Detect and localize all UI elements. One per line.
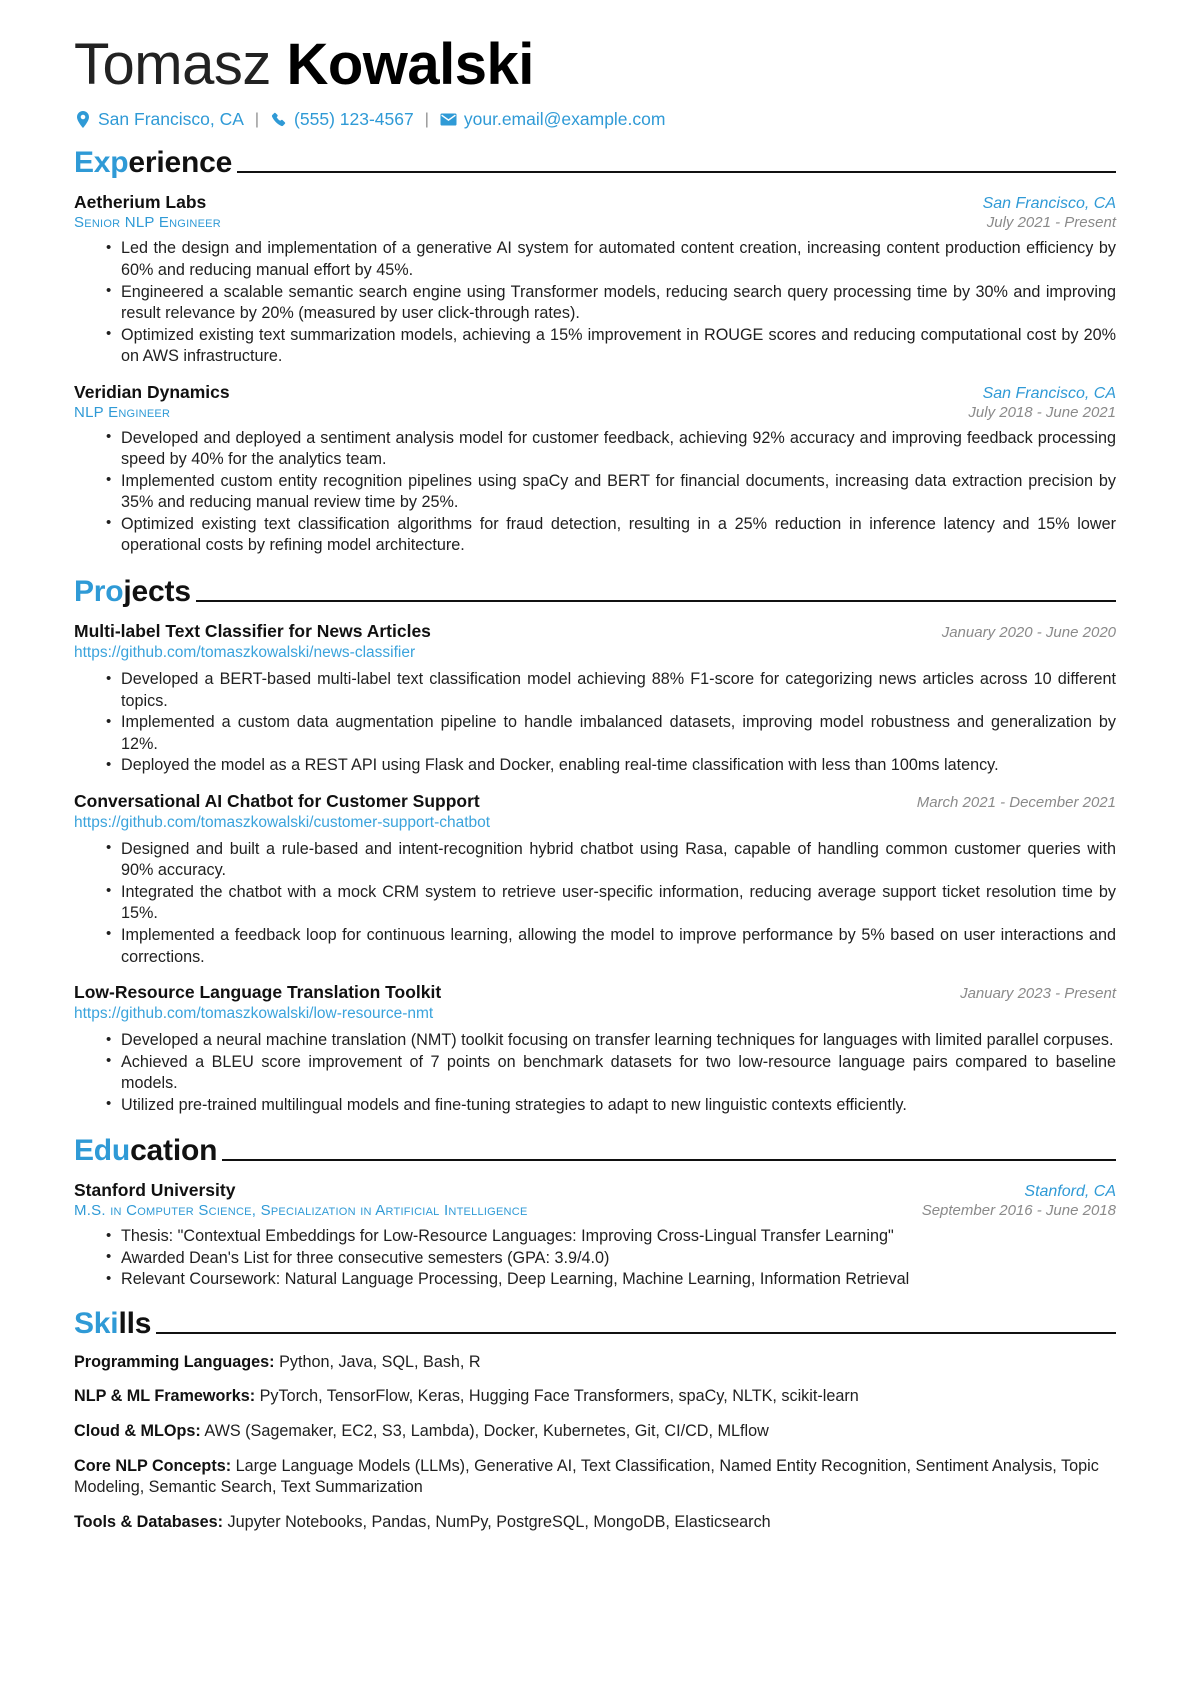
map-pin-icon — [74, 111, 91, 128]
section-title-rest: cation — [130, 1134, 218, 1168]
bullet-item: • Led the design and implementation of a generative AI system for automated content creation, increasing content production efficiency by 60% and reducing manual effort by 45%. — [106, 238, 1116, 281]
section-heading-skills — [74, 1306, 1116, 1340]
skill-row — [74, 1421, 1116, 1443]
contact-separator-1: | — [254, 110, 260, 128]
bullet-item: • Optimized existing text classification algorithms for fraud detection, resulting in a 25% reduction in inference latency and 15% lower operational costs by refining model architecture. — [106, 514, 1116, 557]
project-entry — [74, 621, 1116, 777]
contact-location — [74, 109, 244, 130]
bullet-item: • Developed a neural machine translation (NMT) toolkit focusing on transfer learning techniques for languages with limited parallel corpuses. — [106, 1030, 1116, 1052]
section-education — [74, 1136, 1116, 1291]
degree-title: M.S. in Computer Science, Specialization in Artificial Intelligence — [74, 1202, 528, 1220]
section-title-rest: erience — [128, 146, 233, 180]
employer-name: Veridian Dynamics — [74, 381, 230, 402]
entry-header-row — [74, 192, 1116, 213]
skill-category: NLP & ML Frameworks: — [74, 1387, 256, 1406]
section-title-accent: Pro — [74, 575, 124, 609]
contact-phone[interactable] — [270, 109, 414, 130]
job-title: Senior NLP Engineer — [74, 214, 221, 232]
section-title-rest: lls — [118, 1306, 152, 1340]
bullet-item: • Integrated the chatbot with a mock CRM system to retrieve user-specific information, reducing average support ticket resolution time by 15%. — [106, 882, 1116, 925]
bullet-item: • Designed and built a rule-based and intent-recognition hybrid chatbot using Rasa, capable of handling common customer queries with 90% accuracy. — [106, 839, 1116, 882]
section-title-accent: Edu — [74, 1134, 131, 1168]
contact-email[interactable] — [440, 109, 666, 130]
entry-subheader-row — [74, 213, 1116, 231]
project-entry — [74, 982, 1116, 1116]
bullet-item: • Relevant Coursework: Natural Language Processing, Deep Learning, Machine Learning, Information Retrieval — [106, 1269, 1116, 1291]
section-rule — [237, 171, 1116, 173]
contact-phone-text: (555) 123-4567 — [294, 109, 414, 130]
contact-bar — [74, 109, 1116, 130]
section-skills — [74, 1306, 1116, 1533]
contact-separator-2: | — [424, 110, 429, 128]
skill-row — [74, 1512, 1116, 1534]
section-projects — [74, 577, 1116, 1116]
school-name: Stanford University — [74, 1180, 236, 1201]
project-dates: March 2021 - December 2021 — [916, 793, 1116, 811]
envelope-icon — [440, 111, 457, 128]
skill-values: Jupyter Notebooks, Pandas, NumPy, PostgreSQL, MongoDB, Elasticsearch — [223, 1512, 771, 1531]
skill-category: Cloud & MLOps: — [74, 1421, 201, 1440]
section-heading-education — [74, 1136, 1116, 1166]
entry-header-row — [74, 1180, 1116, 1201]
first-name: Tomasz — [74, 32, 271, 97]
skill-values: Python, Java, SQL, Bash, R — [274, 1352, 481, 1371]
bullet-list — [74, 428, 1116, 557]
bullet-item: • Deployed the model as a REST API using Flask and Docker, enabling real-time classification with less than 100ms latency. — [106, 755, 1116, 777]
project-entry — [74, 791, 1116, 968]
section-experience — [74, 148, 1116, 557]
employer-location: San Francisco, CA — [982, 384, 1116, 402]
section-title-accent: Exp — [74, 146, 129, 180]
school-location: Stanford, CA — [1024, 1183, 1116, 1201]
job-title: NLP Engineer — [74, 403, 171, 421]
entry-subheader-row — [74, 403, 1116, 421]
section-rule — [196, 600, 1116, 602]
bullet-item: • Thesis: "Contextual Embeddings for Low-Resource Languages: Improving Cross-Lingual Transfer Learning" — [106, 1226, 1116, 1248]
project-url[interactable]: https://github.com/tomaszkowalski/customer-support-chatbot — [74, 813, 491, 831]
bullet-list — [74, 1226, 1116, 1291]
entry-header-row — [74, 791, 1116, 812]
project-url[interactable]: https://github.com/tomaszkowalski/low-resource-nmt — [74, 1005, 434, 1023]
page-title — [74, 34, 1116, 95]
section-heading-experience — [74, 148, 1116, 178]
bullet-item: • Implemented custom entity recognition pipelines using spaCy and BERT for financial documents, increasing data extraction precision by 35% and reducing manual review time by 25%. — [106, 471, 1116, 514]
experience-entry — [74, 382, 1116, 557]
project-title: Low-Resource Language Translation Toolkit — [74, 982, 442, 1003]
entry-header-row — [74, 382, 1116, 403]
skill-category: Core NLP Concepts: — [74, 1456, 232, 1475]
bullet-item: • Awarded Dean's List for three consecutive semesters (GPA: 3.9/4.0) — [106, 1248, 1116, 1270]
skill-values: Large Language Models (LLMs), Generative AI, Text Classification, Named Entity Recognition, Sentiment Analysis, Topic Modeling, Semantic Search, Text Summarization — [74, 1456, 1099, 1497]
section-title-skills — [74, 1306, 152, 1340]
project-title: Multi-label Text Classifier for News Articles — [74, 621, 431, 642]
skill-row — [74, 1456, 1116, 1499]
section-title-education — [74, 1136, 217, 1166]
bullet-list — [74, 1030, 1116, 1116]
contact-location-text: San Francisco, CA — [98, 109, 244, 130]
entry-subheader-row — [74, 1201, 1116, 1219]
section-title-rest: jects — [123, 575, 191, 609]
phone-icon — [270, 111, 287, 128]
employment-dates: July 2018 - June 2021 — [968, 403, 1116, 421]
bullet-item: • Developed and deployed a sentiment analysis model for customer feedback, achieving 92% accuracy and improving feedback processing speed by 40% for the analytics team. — [106, 428, 1116, 471]
entry-header-row — [74, 621, 1116, 642]
bullet-list — [74, 839, 1116, 968]
experience-entry — [74, 192, 1116, 367]
skill-category: Programming Languages: — [74, 1352, 275, 1371]
resume-header — [74, 34, 1116, 130]
last-name: Kowalski — [286, 32, 534, 97]
bullet-item: • Developed a BERT-based multi-label text classification model achieving 88% F1-score for categorizing news articles across 10 different topics. — [106, 669, 1116, 712]
employer-location: San Francisco, CA — [982, 195, 1116, 213]
bullet-list — [74, 238, 1116, 367]
contact-email-text: your.email@example.com — [463, 109, 666, 130]
project-dates: January 2023 - Present — [960, 985, 1116, 1003]
bullet-item: • Optimized existing text summarization models, achieving a 15% improvement in ROUGE scores and reducing computational cost by 20% on AWS infrastructure. — [106, 325, 1116, 368]
education-entry — [74, 1180, 1116, 1291]
skill-row — [74, 1386, 1116, 1408]
bullet-item: • Engineered a scalable semantic search engine using Transformer models, reducing search query processing time by 30% and improving result relevance by 20% (measured by user click-through rates). — [106, 282, 1116, 325]
education-dates: September 2016 - June 2018 — [921, 1202, 1116, 1220]
employment-dates: July 2021 - Present — [986, 214, 1116, 232]
section-title-accent: Ski — [74, 1306, 119, 1340]
skill-values: AWS (Sagemaker, EC2, S3, Lambda), Docker, Kubernetes, Git, CI/CD, MLflow — [200, 1421, 769, 1440]
bullet-item: • Implemented a feedback loop for continuous learning, allowing the model to improve performance by 5% based on user interactions and corrections. — [106, 925, 1116, 968]
skill-row — [74, 1352, 1116, 1374]
employer-name: Aetherium Labs — [74, 192, 207, 213]
section-title-experience — [74, 148, 232, 178]
section-title-projects — [74, 577, 191, 607]
skill-category: Tools & Databases: — [74, 1512, 224, 1531]
entry-header-row — [74, 982, 1116, 1003]
project-title: Conversational AI Chatbot for Customer Support — [74, 790, 480, 811]
section-rule — [156, 1332, 1116, 1334]
project-url[interactable]: https://github.com/tomaszkowalski/news-classifier — [74, 644, 416, 662]
skill-values: PyTorch, TensorFlow, Keras, Hugging Face Transformers, spaCy, NLTK, scikit-learn — [255, 1387, 859, 1406]
section-rule — [222, 1159, 1116, 1161]
section-heading-projects — [74, 577, 1116, 607]
bullet-item: • Implemented a custom data augmentation pipeline to handle imbalanced datasets, improving model robustness and generalization by 12%. — [106, 712, 1116, 755]
bullet-item: • Achieved a BLEU score improvement of 7 points on benchmark datasets for two low-resource language pairs compared to baseline models. — [106, 1052, 1116, 1095]
bullet-list — [74, 669, 1116, 777]
project-dates: January 2020 - June 2020 — [941, 624, 1116, 642]
bullet-item: • Utilized pre-trained multilingual models and fine-tuning strategies to adapt to new linguistic contexts efficiently. — [106, 1095, 1116, 1117]
